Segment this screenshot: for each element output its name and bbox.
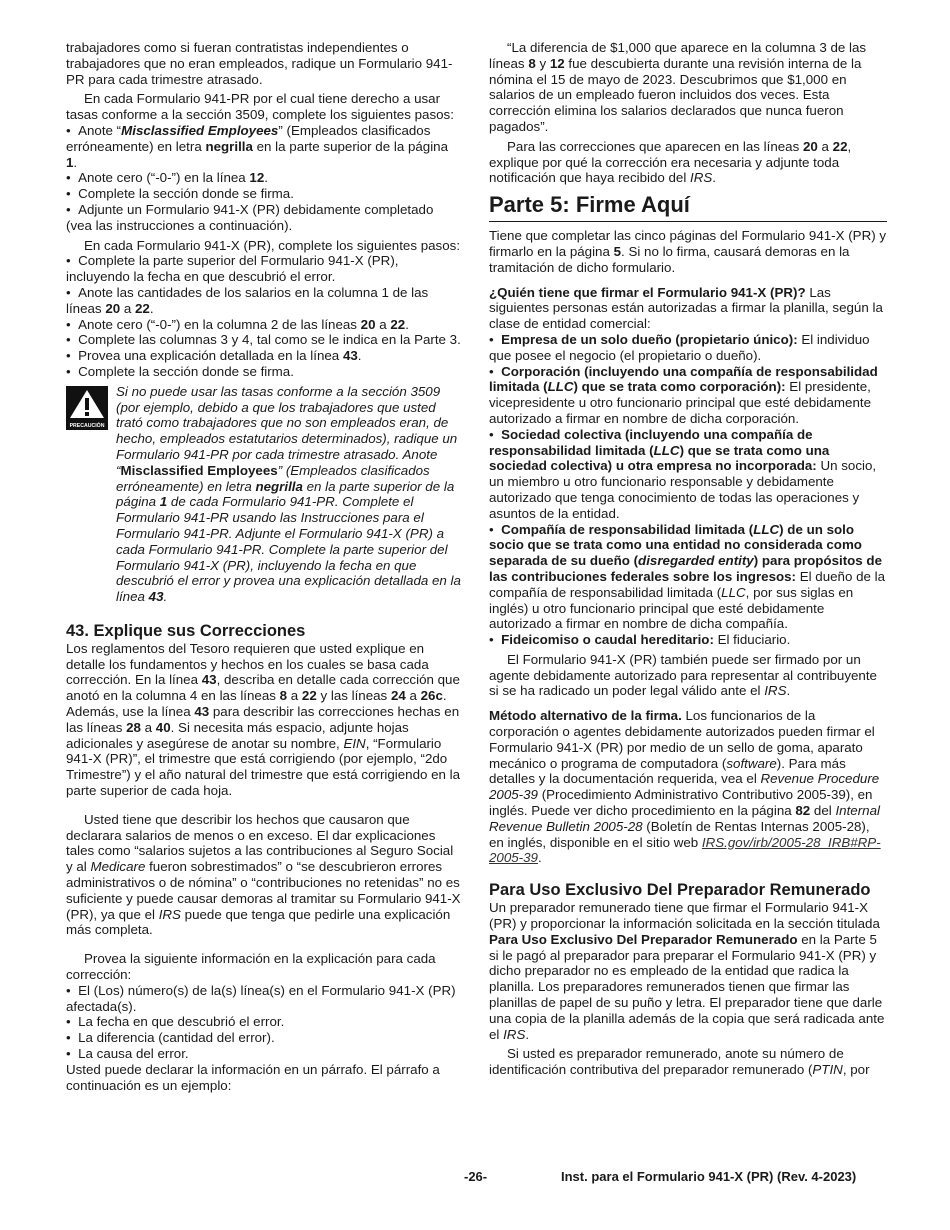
paragraph: Para las correcciones que aparecen en las líneas 20 a 22, explique por qué la corrección era necesaria y adjunte toda notificación que haya recibido del IRS. — [489, 138, 852, 186]
paragraph: Un preparador remunerado tiene que firmar el Formulario 941-X (PR) y proporcionar la información solicitada en la sección titulada Para Uso Exclusivo Del Preparador Remunerado en la Parte 5 si le pagó al preparador para preparar el Formulario 941-X (PR) y dicho preparador no es empleado de la entidad que radica la planilla. Los preparadores remunerados tienen que firmar las planillas de papel de su puño y letra. El preparador tiene que darle una copia de la planilla además de la copia que será radicada ante el IRS. — [489, 900, 885, 1042]
list-item: • Anote cero (“-0-”) en la columna 2 de las líneas 20 a 22. — [66, 317, 462, 333]
left-column — [66, 40, 462, 1093]
paragraph: En cada Formulario 941-PR por el cual tiene derecho a usar tasas conforme a la sección 3509, complete los siguientes pasos: — [66, 91, 454, 123]
paragraph: Tiene que completar las cinco páginas del Formulario 941-X (PR) y firmarlo en la página 5. Si no lo firma, causará demoras en la tramitación de dicho formulario. — [489, 228, 887, 275]
list-item: • Corporación (incluyendo una compañía de responsabilidad limitada (LLC) que se trata como corporación): El presidente, vicepresidente u otro funcionario principal que esté debidamente autorizado a firmar en nombre de dicha corporación. — [489, 364, 887, 427]
list-item: • Compañía de responsabilidad limitada (LLC) de un solo socio que se trata como una entidad no considerada como separada de su dueño (disregarded entity) para propósitos de las contribuciones federales sobre los ingresos: El dueño de la compañía de responsabilidad limitada (LLC, por sus siglas en inglés) u otro funcionario principal que esté debidamente autorizado a firmar en nombre de dicha compañía. — [489, 522, 887, 633]
list-item: • Complete la sección donde se firma. — [66, 186, 462, 202]
paragraph: El Formulario 941-X (PR) también puede ser firmado por un agente debidamente autorizado para representar al contribuyente si se ha radicado un poder legal válido ante el IRS. — [489, 651, 877, 699]
list-item: • El (Los) número(s) de la(s) línea(s) en el Formulario 941-X (PR) afectada(s). — [66, 983, 462, 1015]
list-item: • Provea una explicación detallada en la línea 43. — [66, 348, 462, 364]
paragraph: Provea la siguiente información en la explicación para cada corrección: — [66, 951, 436, 983]
list-item: • La causa del error. — [66, 1046, 462, 1062]
paragraph: Los reglamentos del Tesoro requieren que usted explique en detalle los fundamentos y hechos en los cuales se basa cada corrección. En la línea 43, describa en detalle cada corrección que anotó en la columna 4 en las líneas 8 a 22 y las líneas 24 a 26c. Además, use la línea 43 para describir las correcciones hechas en las líneas 28 a 40. Si necesita más espacio, adjunte hojas adicionales y asegúrese de anotar su nombre, EIN, “Formulario 941-X (PR)”, el trimestre que está corrigiendo (por ejemplo, “2do Trimestre”) y el año natural del trimestre que está corrigiendo en la parte superior de cada hoja. — [66, 640, 461, 799]
section-heading-43: 43. Explique sus Correcciones — [66, 621, 306, 640]
caution-note — [66, 384, 462, 605]
list-item: • La fecha en que descubrió el error. — [66, 1014, 462, 1030]
list-item: • Fideicomiso o caudal hereditario: El fiduciario. — [489, 632, 887, 648]
paragraph: Usted tiene que describir los hechos que causaron que declarara salarios de menos o en exceso. El dar explicaciones tales como “salarios sujetos a las contribuciones al Seguro Social y al Medicare fueron sobrestimados” o “se descubrieron errores administrativos o de nómina” o “contribuciones no retenidas” no es suficiente y puede causar demoras al tramitar su Formulario 941-X (PR), ya que el IRS puede que tenga que pedirle una explicación más completa. — [66, 811, 461, 938]
list-item: • Anote “Misclassified Employees” (Empleados clasificados erróneamente) en letra negrilla en la parte superior de la página 1. — [66, 123, 462, 170]
list-item: • La diferencia (cantidad del error). — [66, 1030, 462, 1046]
irs-link[interactable]: IRS.gov/irb/2005-28_IRB#RP-2005-39 — [489, 834, 881, 866]
paragraph: Método alternativo de la firma. Los funcionarios de la corporación o agentes debidamente autorizados pueden firmar el Formulario 941-X (PR) por medio de un sello de goma, aparato mecánico o programa de computadora (software). Para más detalles y la documentación requerida, vea el Revenue Procedure 2005-39 (Procedimiento Administrativo Contributivo 2005-39), en inglés. Puede ver dicho procedimiento en la página 82 del Internal Revenue Bulletin 2005-28 (Boletín de Rentas Internas 2005-28), en inglés, disponible en el sitio web IRS.gov/irb/2005-28_IRB#RP-2005-39. — [489, 708, 881, 866]
list-item: • Complete la sección donde se firma. — [66, 364, 462, 380]
page-number: -26- — [464, 1169, 488, 1184]
example-quote: “La diferencia de $1,000 que aparece en la columna 3 de las líneas 8 y 12 fue descubierta durante una revisión interna de la nómina el 15 de mayo de 2023. Descubrimos que $1,000 en salarios de un empleado fueron incluidos dos veces. Esta corrección elimina los salarios declarados que nunca fueron pagados”. — [489, 40, 867, 134]
paragraph: Usted puede declarar la información en un párrafo. El párrafo a continuación es un ejemplo: — [66, 1061, 440, 1093]
caution-text: Si no puede usar las tasas conforme a la sección 3509 (por ejemplo, debido a que los trabajadores que usted trató como trabajadores que no son empleados eran, de hecho, empleados estatutarios determinados), radique un Formulario 941-PR por cada trimestre atrasado. Anote “Misclassified Employees” (Empleados clasificados erróneamente) en letra negrilla en la parte superior de la página 1 de cada Formulario 941-PR. Complete el Formulario 941-PR usando las Instrucciones para el Formulario 941-PR. Adjunte el Formulario 941-X (PR) a cada Formulario 941-PR. Complete la parte superior del Formulario 941-X (PR), incluyendo la fecha en que descubrió el error y provea una explicación detallada en la línea 43. — [116, 383, 461, 605]
list-item: • Empresa de un solo dueño (propietario único): El individuo que posee el negocio (el propietario o dueño). — [489, 332, 887, 364]
list-item: • Complete las columnas 3 y 4, tal como se le indica en la Parte 3. — [66, 332, 462, 348]
paragraph: trabajadores como si fueran contratistas independientes o trabajadores que no eran empleados, radique un Formulario 941-PR para cada trimestre atrasado. — [66, 40, 453, 87]
list-item: • Anote cero (“-0-”) en la línea 12. — [66, 170, 462, 186]
paragraph: En cada Formulario 941-X (PR), complete los siguientes pasos: — [84, 237, 461, 253]
document-title: Inst. para el Formulario 941-X (PR) (Rev. 4-2023) — [561, 1169, 857, 1184]
right-column — [489, 40, 887, 1078]
list-item: • Sociedad colectiva (incluyendo una compañía de responsabilidad limitada (LLC) que se trata como una sociedad colectiva) u otra empresa no incorporada: Un socio, un miembro u otro funcionario responsable y debidamente autorizado que tenga conocimiento de todas las operaciones y asuntos de la entidad. — [489, 427, 887, 522]
caution-label: PRECAUCIÓN — [69, 422, 105, 429]
list-item: • Anote las cantidades de los salarios en la columna 1 de las líneas 20 a 22. — [66, 285, 462, 317]
list-item: • Complete la parte superior del Formulario 941-X (PR), incluyendo la fecha en que descubrió el error. — [66, 253, 462, 285]
list-item: • Adjunte un Formulario 941-X (PR) debidamente completado (vea las instrucciones a continuación). — [66, 202, 462, 234]
warning-icon — [66, 386, 108, 430]
section-heading-part5: Parte 5: Firme Aquí — [489, 192, 887, 222]
paragraph: Si usted es preparador remunerado, anote su número de identificación contributiva del preparador remunerado (PTIN, por — [489, 1046, 870, 1078]
paragraph: ¿Quién tiene que firmar el Formulario 941-X (PR)? Las siguientes personas están autorizadas a firmar la planilla, según la clase de entidad comercial: — [489, 284, 883, 332]
section-heading-preparer: Para Uso Exclusivo Del Preparador Remunerado — [489, 881, 871, 900]
